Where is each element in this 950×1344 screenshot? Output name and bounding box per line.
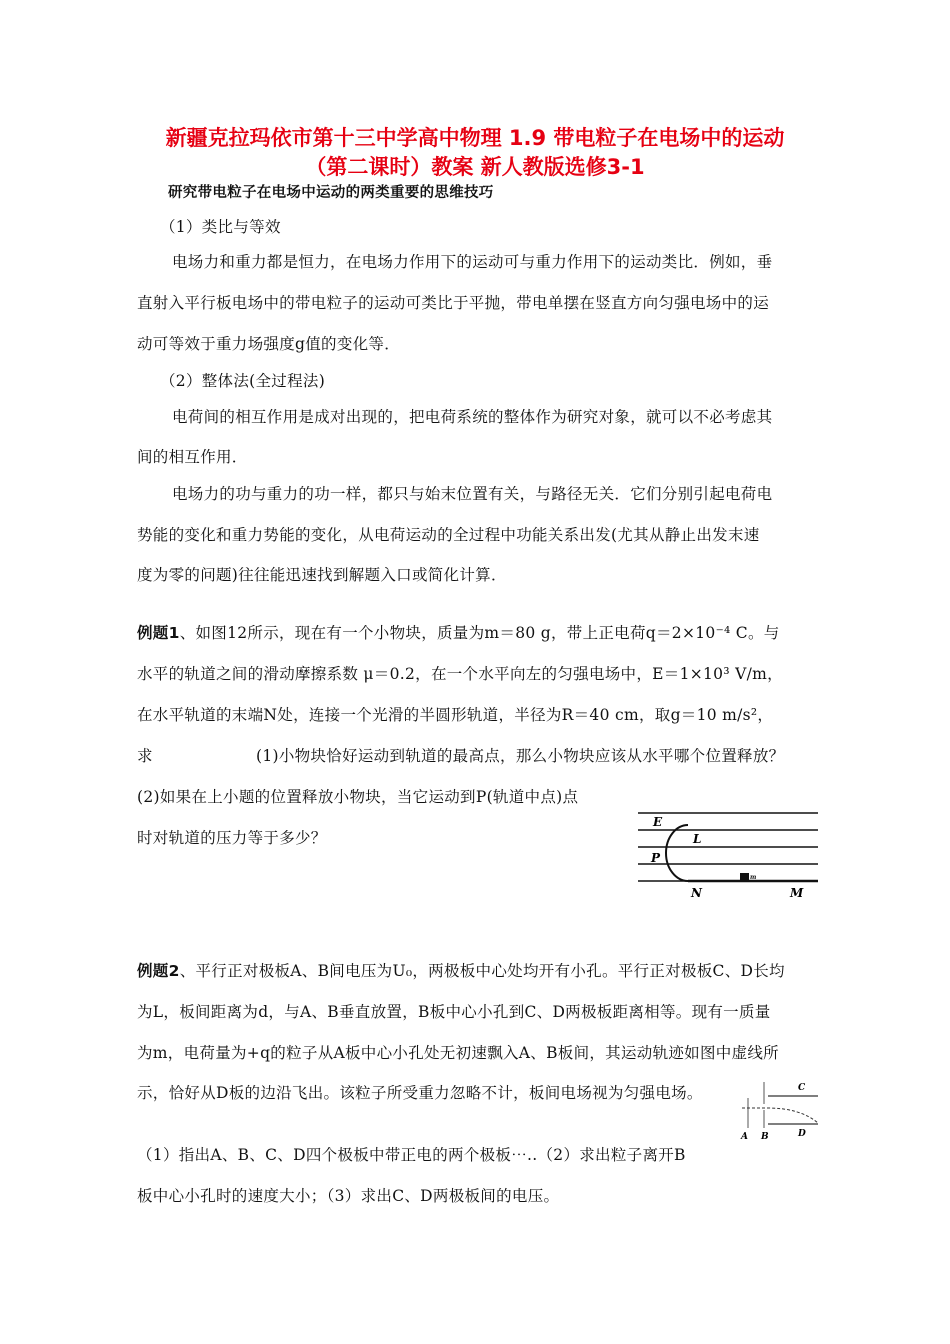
para-2-line-1: 电荷间的相互作用是成对出现的，把电荷系统的整体作为研究对象，就可以不必考虑其 <box>172 408 773 426</box>
subsection-1-label: （1）类比与等效 <box>160 218 281 236</box>
figure-12-track-diagram <box>638 805 820 905</box>
title-line-2: （第二课时）教案 新人教版选修3-1 <box>305 155 645 179</box>
fig1-label-l: L <box>693 832 702 846</box>
fig2-label-c: C <box>798 1083 806 1093</box>
para-1-line-2: 直射入平行板电场中的带电粒子的运动可类比于平抛，带电单摆在竖直方向匀强电场中的运 <box>137 294 770 312</box>
example-1-question-1: (1)小物块恰好运动到轨道的最高点，那么小物块应该从水平哪个位置释放？ <box>256 747 785 765</box>
title-line-1: 新疆克拉玛依市第十三中学高中物理 1.9 带电粒子在电场中的运动 <box>165 126 785 150</box>
section-heading: 研究带电粒子在电场中运动的两类重要的思维技巧 <box>168 185 494 201</box>
fig1-label-p: P <box>651 851 661 865</box>
example-2-line-1 <box>137 959 785 981</box>
figure-plates-diagram <box>738 1078 820 1156</box>
example-1-question-2b: 时对轨道的压力等于多少？ <box>137 829 327 847</box>
example-2-question-2: 板中心小孔时的速度大小；（3）求出C、D两极板间的电压。 <box>137 1187 560 1205</box>
para-3-line-3: 度为零的问题)往往能迅速找到解题入口或简化计算． <box>137 566 507 584</box>
example-1-question-2a: (2)如果在上小题的位置释放小物块，当它运动到P(轨道中点)点 <box>137 788 579 806</box>
example-1-text-1: 、如图12所示，现在有一个小物块，质量为m＝80 g，带上正电荷q＝2×10⁻⁴ C。与 <box>179 624 780 642</box>
example-2-question-1: （1）指出A、B、C、D四个极板中带正电的两个极板⋯..（2）求出粒子离开B <box>137 1146 686 1164</box>
example-2-line-2: 为L，板间距离为d，与A、B垂直放置，B板中心小孔到C、D两极板距离相等。现有一质量 <box>137 1003 771 1021</box>
subsection-2-label: （2）整体法(全过程法) <box>160 372 326 390</box>
example-1-line-2: 水平的轨道之间的滑动摩擦系数 μ＝0.2，在一个水平向左的匀强电场中，E＝1×10³ V/m， <box>137 665 783 683</box>
fig1-label-e: E <box>653 815 663 829</box>
para-3-line-2: 势能的变化和重力势能的变化，从电荷运动的全过程中功能关系出发(尤其从静止出发末速 <box>137 526 760 544</box>
para-1-line-1: 电场力和重力都是恒力，在电场力作用下的运动可与重力作用下的运动类比．例如，垂 <box>172 253 773 271</box>
example-1-line-1 <box>137 621 780 643</box>
example-2-line-4: 示，恰好从D板的边沿飞出。该粒子所受重力忽略不计，板间电场视为匀强电场。 <box>137 1084 703 1102</box>
para-2-line-2: 间的相互作用． <box>137 448 248 466</box>
svg-text:m: m <box>750 874 757 881</box>
example-1-label: 例题1 <box>137 624 180 642</box>
example-2-label: 例题2 <box>137 962 180 980</box>
example-2-text-1: 、平行正对极板A、B间电压为U₀，两极板中心处均开有小孔。平行正对极板C、D长均 <box>179 962 785 980</box>
fig2-label-a: A <box>741 1132 748 1142</box>
example-1-ask: 求 <box>137 747 153 765</box>
fig1-label-m: M <box>790 886 804 900</box>
para-1-line-3: 动可等效于重力场强度g值的变化等． <box>137 335 401 353</box>
example-1-line-3: 在水平轨道的末端N处，连接一个光滑的半圆形轨道，半径为R＝40 cm，取g＝10 m/s²， <box>137 706 774 724</box>
fig2-label-b: B <box>761 1132 769 1142</box>
fig2-label-d: D <box>798 1129 806 1139</box>
para-3-line-1: 电场力的功与重力的功一样，都只与始末位置有关，与路径无关．它们分别引起电荷电 <box>172 485 773 503</box>
example-2-line-3: 为m，电荷量为+q的粒子从A板中心小孔处无初速飘入A、B板间，其运动轨迹如图中虚线所 <box>137 1044 779 1062</box>
fig1-label-n: N <box>691 886 702 900</box>
